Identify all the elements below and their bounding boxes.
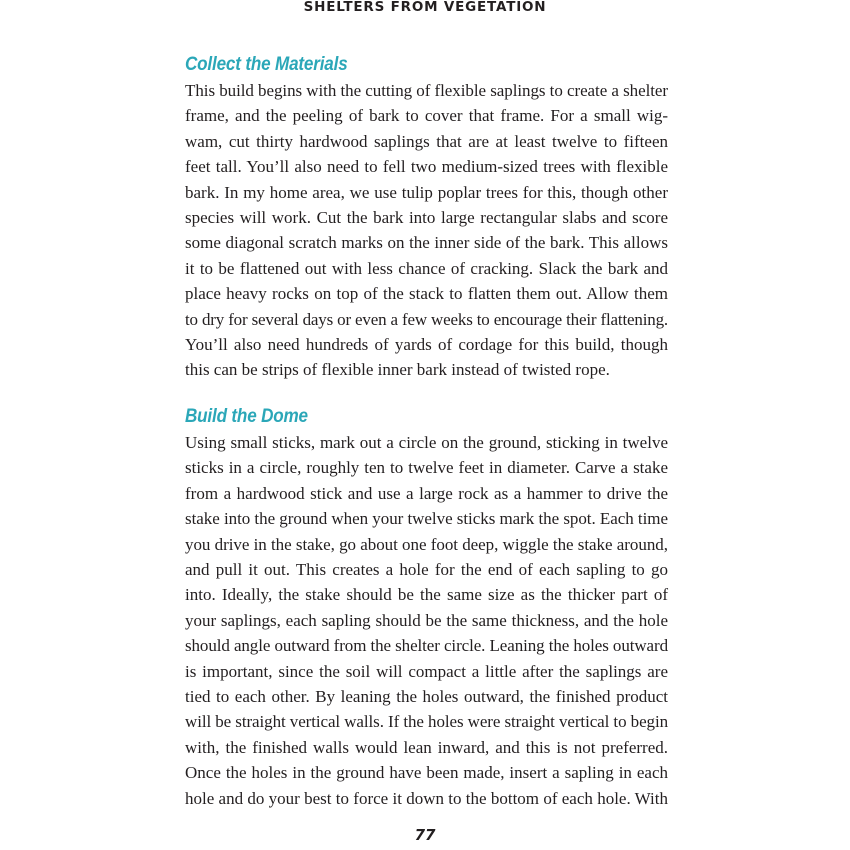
text-line: bark. In my home area, we use tulip poplar trees for this, though other xyxy=(185,182,668,202)
page-number: 77 xyxy=(414,826,436,844)
running-head: SHELTERS FROM VEGETATION xyxy=(303,0,547,15)
text-line: feet tall. You’ll also need to fell two medium-sized trees with flexible xyxy=(185,157,668,177)
text-line: will be straight vertical walls. If the holes were straight vertical to begin xyxy=(185,712,668,732)
text-line: you drive in the stake, go about one foot deep, wiggle the stake around, xyxy=(185,534,668,554)
text-line: frame, and the peeling of bark to cover that frame. For a small wig- xyxy=(185,106,668,126)
text-line: from a hardwood stick and use a large rock as a hammer to drive the xyxy=(185,483,668,503)
text-line: should angle outward from the shelter circle. Leaning the holes outward xyxy=(185,636,668,656)
text-line: This build begins with the cutting of flexible saplings to create a shelter xyxy=(185,81,668,100)
text-line: and pull it out. This creates a hole for the end of each sapling to go xyxy=(185,559,668,579)
text-line: to dry for several days or even a few weeks to encourage their flattening. xyxy=(185,309,668,329)
text-line: your saplings, each sapling should be the same thickness, and the hole xyxy=(185,610,668,630)
text-line: with, the finished walls would lean inward, and this is not preferred. xyxy=(185,737,668,757)
text-line: wam, cut thirty hardwood saplings that are at least twelve to fifteen xyxy=(185,131,668,151)
text-line: hole and do your best to force it down to the bottom of each hole. With xyxy=(185,788,668,808)
section-body-collect-materials xyxy=(185,78,668,383)
section-body-build-dome xyxy=(185,430,668,811)
text-line: place heavy rocks on top of the stack to flatten them out. Allow them xyxy=(185,284,668,304)
text-line: tied to each other. By leaning the holes outward, the finished product xyxy=(185,686,668,706)
text-line: into. Ideally, the stake should be the same size as the thicker part of xyxy=(185,585,668,605)
text-line: this can be strips of flexible inner bark instead of twisted rope. xyxy=(185,360,610,380)
text-line: Using small sticks, mark out a circle on the ground, sticking in twelve xyxy=(185,432,668,452)
page-content xyxy=(185,52,668,811)
section-heading-build-dome: Build the Dome xyxy=(185,405,308,427)
text-line: sticks in a circle, roughly ten to twelve feet in diameter. Carve a stake xyxy=(185,458,668,478)
text-line: Once the holes in the ground have been made, insert a sapling in each xyxy=(185,763,668,783)
section-gap xyxy=(185,383,668,404)
text-line: You’ll also need hundreds of yards of cordage for this build, though xyxy=(185,335,668,355)
text-line: is important, since the soil will compact a little after the saplings are xyxy=(185,661,668,681)
text-line: stake into the ground when your twelve sticks mark the spot. Each time xyxy=(185,509,668,529)
text-line: species will work. Cut the bark into large rectangular slabs and score xyxy=(185,208,668,228)
text-line: some diagonal scratch marks on the inner side of the bark. This allows xyxy=(185,233,668,253)
text-line: it to be flattened out with less chance of cracking. Slack the bark and xyxy=(185,258,668,278)
section-heading-collect-materials: Collect the Materials xyxy=(185,54,348,75)
